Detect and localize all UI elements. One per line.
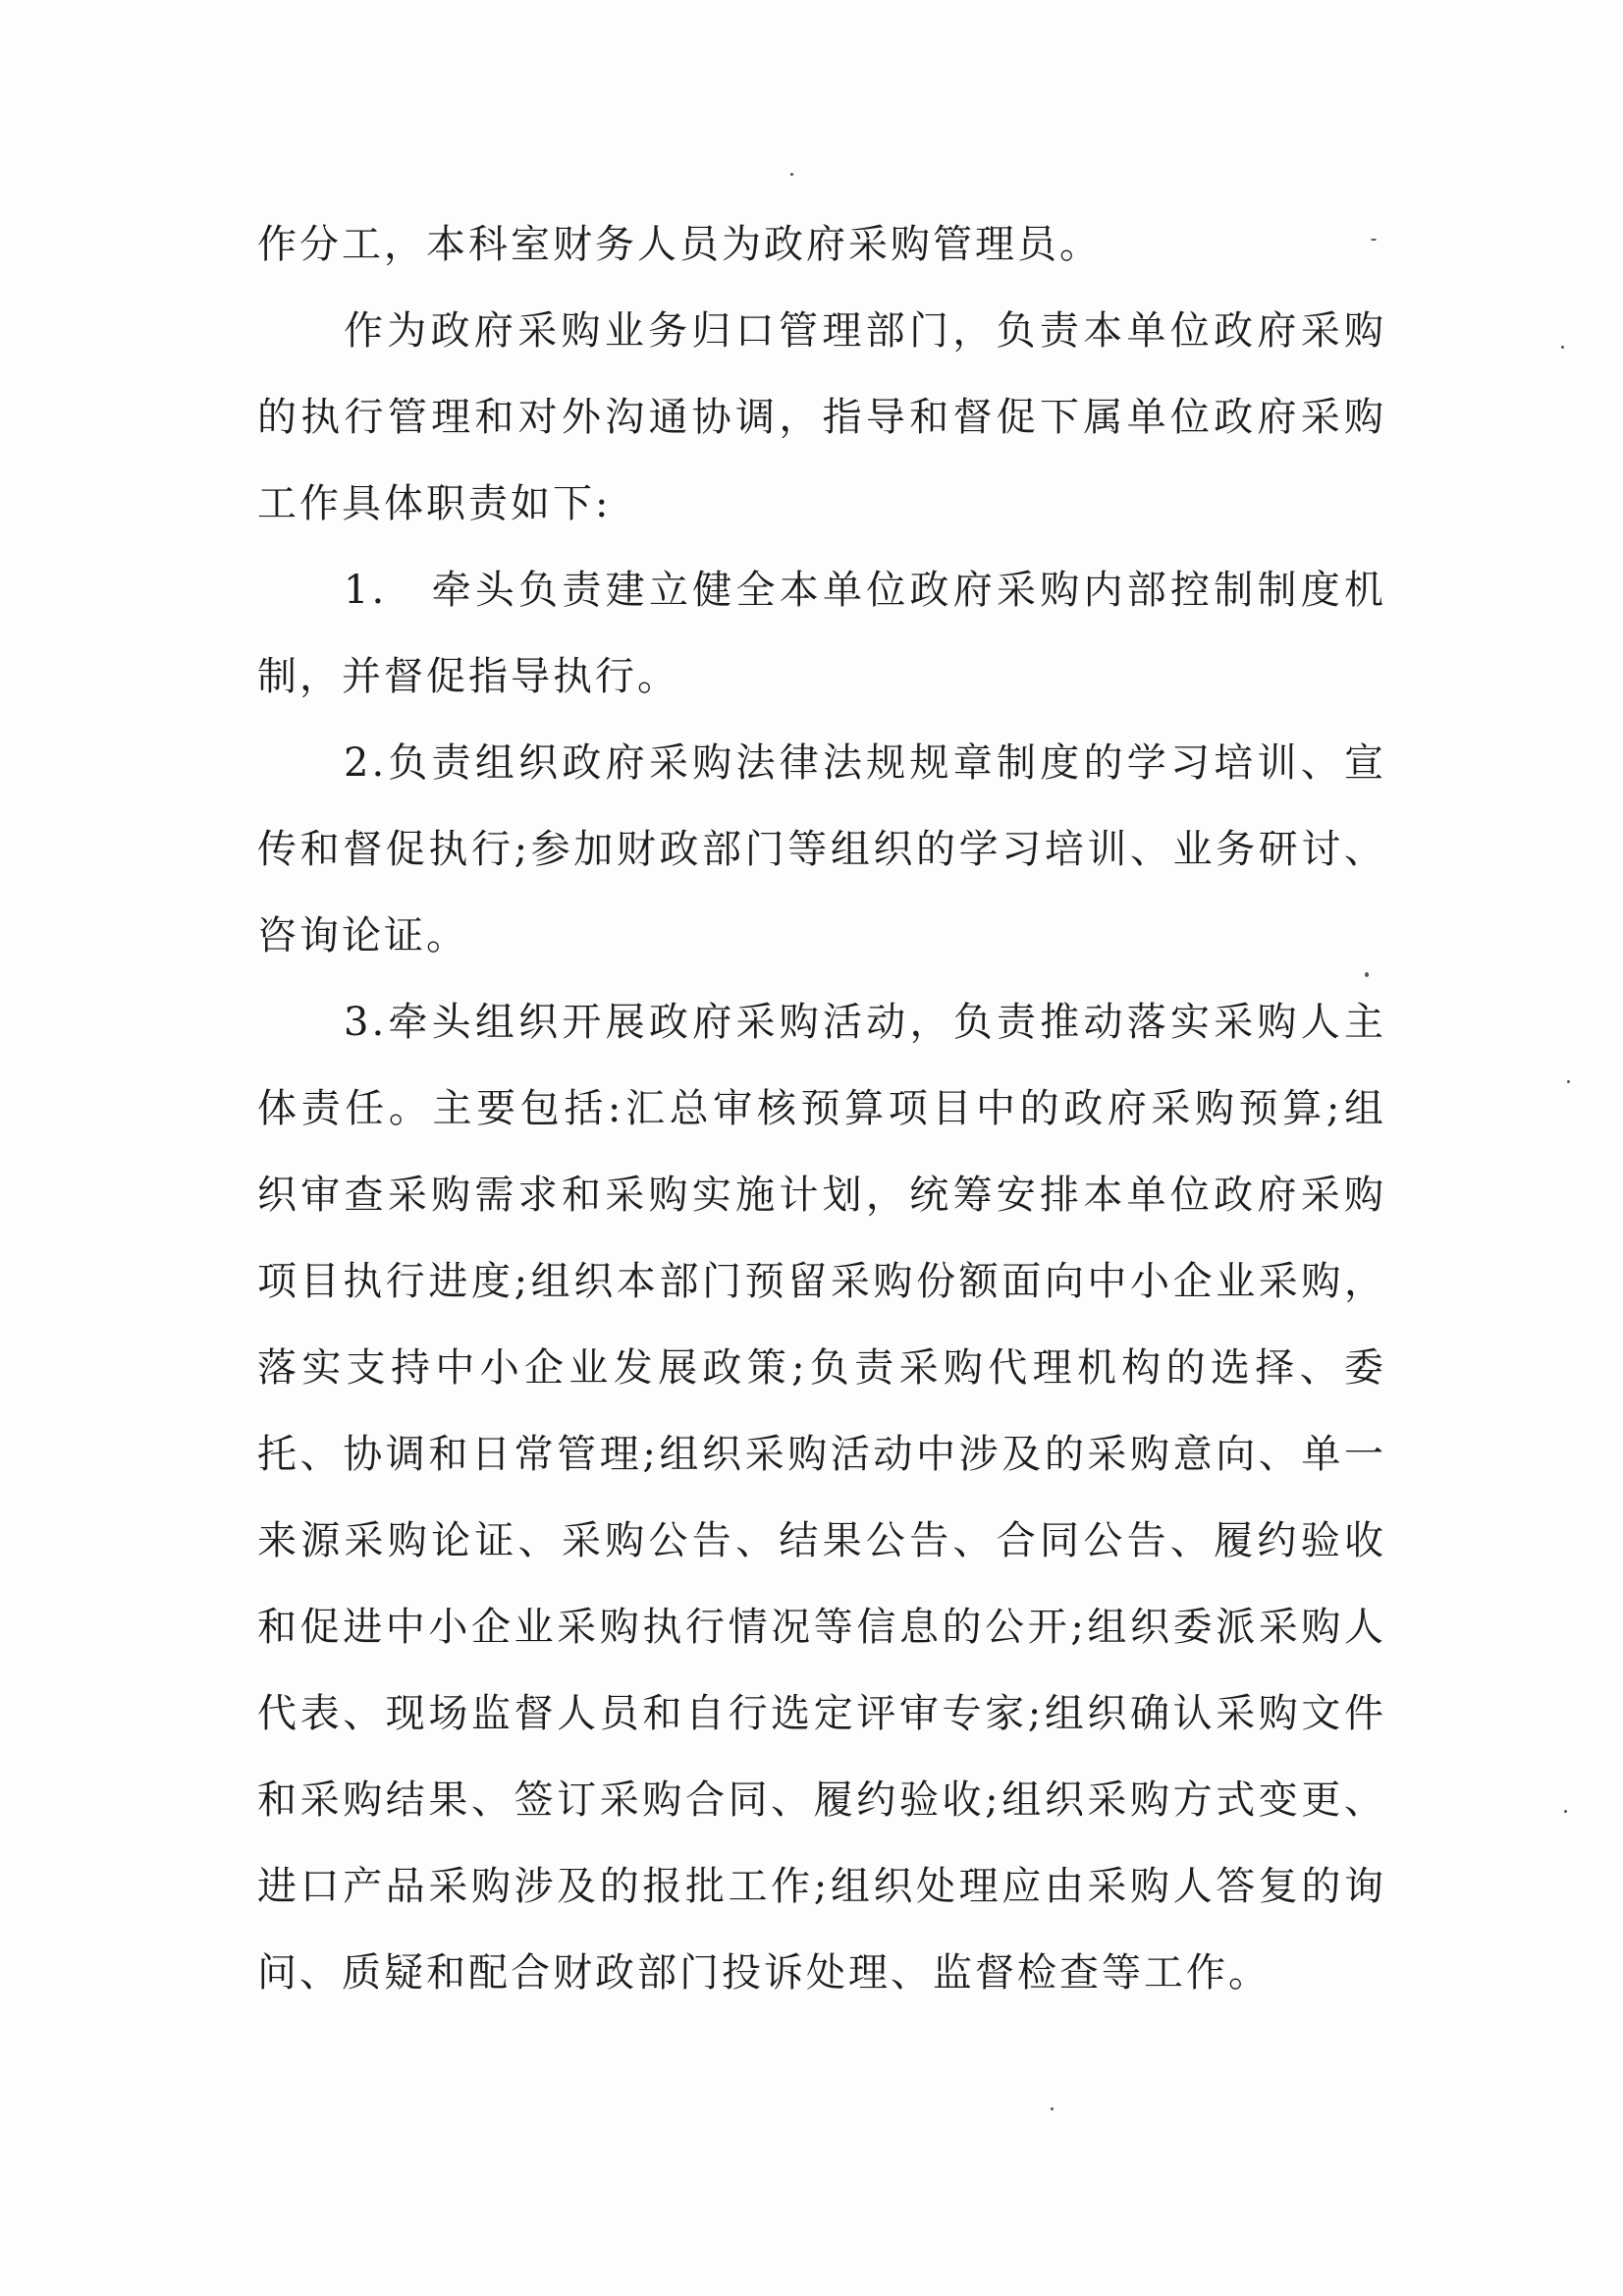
scan-speck <box>1051 2107 1054 2110</box>
scan-speck <box>1567 1080 1570 1083</box>
scan-speck <box>1371 239 1377 241</box>
scan-speck <box>1561 346 1564 349</box>
scan-speck <box>790 173 793 176</box>
paragraph-continuation: 作分工，本科室财务人员为政府采购管理员。 <box>257 222 1102 267</box>
paragraph-duty-1: 1. 牵头负责建立健全本单位政府采购内部控制制度机制，并督促指导执行。 <box>257 568 1386 699</box>
paragraph-duty-3: 3.牵头组织开展政府采购活动，负责推动落实采购人主体责任。主要包括:汇总审核预算项目中的政府采购预算;组织审查采购需求和采购实施计划，统筹安排本单位政府采购项目执行进度;组织本部门预留采购份额面向中小企业采购，落实支持中小企业发展政策;负责采购代理机构的选择、委托、协调和日常管理;组织采购活动中涉及的采购意向、单一来源采购论证、采购公告、结果公告、合同公告、履约验收和促进中小企业采购执行情况等信息的公开;组织委派采购人代表、现场监督人员和自行选定评审专家;组织确认采购文件和采购结果、签订采购合同、履约验收;组织采购方式变更、进口产品采购涉及的报批工作;组织处理应由采购人答复的询问、质疑和配合财政部门投诉处理、监督检查等工作。 <box>257 1000 1386 1995</box>
paragraph-duty-2: 2.负责组织政府采购法律法规规章制度的学习培训、宣传和督促执行;参加财政部门等组织的学习培训、业务研讨、咨询论证。 <box>257 740 1386 958</box>
paragraph-role-intro: 作为政府采购业务归口管理部门，负责本单位政府采购的执行管理和对外沟通协调，指导和督促下属单位政府采购工作具体职责如下: <box>257 308 1386 526</box>
scan-speck <box>1365 972 1369 977</box>
document-body <box>257 201 1386 2016</box>
scan-speck <box>1564 1810 1567 1813</box>
